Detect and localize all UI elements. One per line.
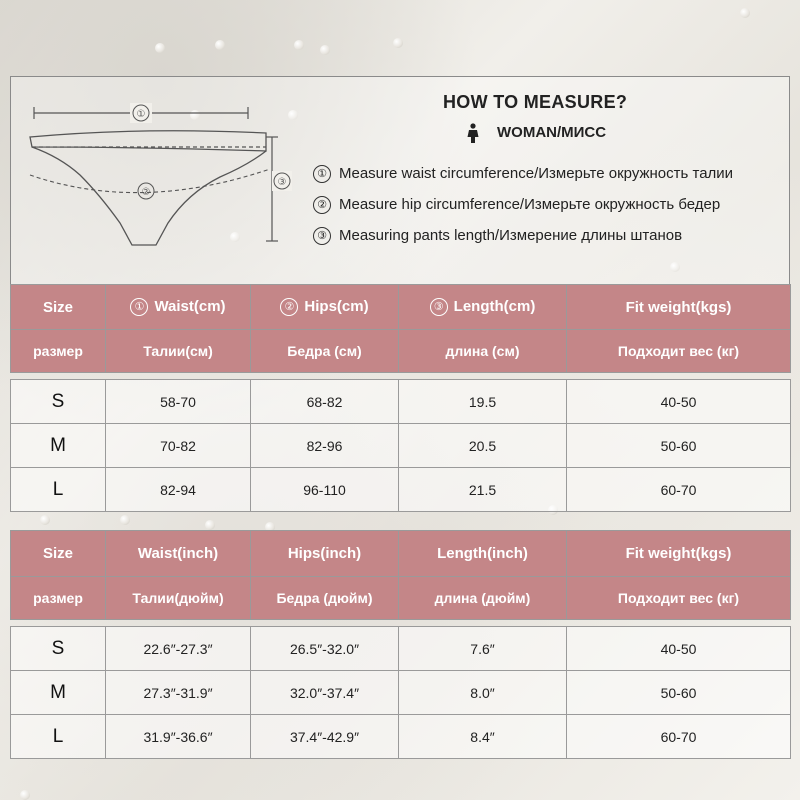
waist-marker: ① xyxy=(136,109,146,120)
cell-waist: 58-70 xyxy=(106,380,251,424)
col-waist: Waist(inch) xyxy=(106,531,251,577)
col-fit-ru: Подходит вес (кг) xyxy=(567,577,791,620)
table-header-row xyxy=(11,531,791,577)
instruction-text: Measure waist circumference/Измерьте окружность талии xyxy=(339,165,734,182)
pearl-decoration xyxy=(320,45,330,55)
cell-length: 20.5 xyxy=(399,424,567,468)
col-size-ru: размер xyxy=(11,577,106,620)
table-row xyxy=(11,627,791,671)
pearl-decoration xyxy=(740,8,750,18)
col-size-ru: размер xyxy=(11,330,106,373)
col-waist xyxy=(106,285,251,330)
size-table-inch xyxy=(10,530,791,759)
cell-size: M xyxy=(11,671,106,715)
cell-waist: 27.3″-31.9″ xyxy=(106,671,251,715)
cell-length: 8.4″ xyxy=(399,715,567,759)
page-title: HOW TO MEASURE? xyxy=(443,92,628,112)
cell-hips: 82-96 xyxy=(251,424,399,468)
pearl-decoration xyxy=(120,515,130,525)
length-marker: ③ xyxy=(277,177,287,188)
instruction-hip xyxy=(313,196,720,214)
cell-hips: 68-82 xyxy=(251,380,399,424)
cell-waist: 82-94 xyxy=(106,468,251,512)
pearl-decoration xyxy=(155,43,165,53)
cell-size: M xyxy=(11,424,106,468)
col-length-label: Length(cm) xyxy=(453,298,536,315)
table-header-row-ru xyxy=(11,330,791,373)
col-fit-ru: Подходит вес (кг) xyxy=(567,330,791,373)
cell-length: 21.5 xyxy=(399,468,567,512)
cell-hips: 37.4″-42.9″ xyxy=(251,715,399,759)
table-row xyxy=(11,715,791,759)
instruction-waist xyxy=(313,165,733,183)
pearl-decoration xyxy=(20,790,30,800)
step-number: ③ xyxy=(430,298,448,316)
cell-fit: 40-50 xyxy=(567,380,791,424)
col-waist-label: Waist(cm) xyxy=(154,298,226,315)
col-length xyxy=(399,285,567,330)
col-length-ru: длина (см) xyxy=(399,330,567,373)
subtitle: WOMAN/МИСС xyxy=(497,124,607,141)
cell-size: S xyxy=(11,380,106,424)
table-row xyxy=(11,468,791,512)
cell-size: L xyxy=(11,715,106,759)
step-number: ① xyxy=(313,165,331,183)
cell-length: 8.0″ xyxy=(399,671,567,715)
cell-waist: 70-82 xyxy=(106,424,251,468)
pearl-decoration xyxy=(294,40,304,50)
step-number: ② xyxy=(313,196,331,214)
cell-hips: 26.5″-32.0″ xyxy=(251,627,399,671)
cell-waist: 22.6″-27.3″ xyxy=(106,627,251,671)
pearl-decoration xyxy=(205,520,215,530)
col-fit: Fit weight(kgs) xyxy=(567,285,791,330)
step-number: ③ xyxy=(313,227,331,245)
step-number: ② xyxy=(280,298,298,316)
pearl-decoration xyxy=(215,40,225,50)
cell-fit: 40-50 xyxy=(567,627,791,671)
col-hips-ru: Бедра (см) xyxy=(251,330,399,373)
table-header-row-ru xyxy=(11,577,791,620)
cell-fit: 60-70 xyxy=(567,715,791,759)
table-row xyxy=(11,380,791,424)
hip-marker: ② xyxy=(141,187,151,198)
step-number: ① xyxy=(130,298,148,316)
col-size: Size xyxy=(11,531,106,577)
col-fit: Fit weight(kgs) xyxy=(567,531,791,577)
woman-icon xyxy=(466,123,480,143)
cell-fit: 50-60 xyxy=(567,671,791,715)
col-length-ru: длина (дюйм) xyxy=(399,577,567,620)
pearl-decoration xyxy=(393,38,403,48)
col-waist-ru: Талии(дюйм) xyxy=(106,577,251,620)
col-size: Size xyxy=(11,285,106,330)
cell-hips: 96-110 xyxy=(251,468,399,512)
table-row xyxy=(11,671,791,715)
instruction-text: Measure hip circumference/Измерьте окружность бедер xyxy=(339,196,721,213)
col-hips-ru: Бедра (дюйм) xyxy=(251,577,399,620)
col-hips: Hips(inch) xyxy=(251,531,399,577)
cell-fit: 50-60 xyxy=(567,424,791,468)
cell-fit: 60-70 xyxy=(567,468,791,512)
col-hips-label: Hips(cm) xyxy=(304,298,369,315)
table-header-row xyxy=(11,285,791,330)
table-row xyxy=(11,424,791,468)
cell-size: L xyxy=(11,468,106,512)
cell-length: 7.6″ xyxy=(399,627,567,671)
panties-measure-diagram xyxy=(20,95,300,260)
cell-hips: 32.0″-37.4″ xyxy=(251,671,399,715)
cell-size: S xyxy=(11,627,106,671)
instruction-text: Measuring pants length/Измерение длины штанов xyxy=(339,227,683,244)
cell-waist: 31.9″-36.6″ xyxy=(106,715,251,759)
size-table-cm xyxy=(10,284,791,512)
col-hips xyxy=(251,285,399,330)
instruction-length xyxy=(313,227,682,245)
col-waist-ru: Талии(см) xyxy=(106,330,251,373)
col-length: Length(inch) xyxy=(399,531,567,577)
cell-length: 19.5 xyxy=(399,380,567,424)
pearl-decoration xyxy=(40,515,50,525)
